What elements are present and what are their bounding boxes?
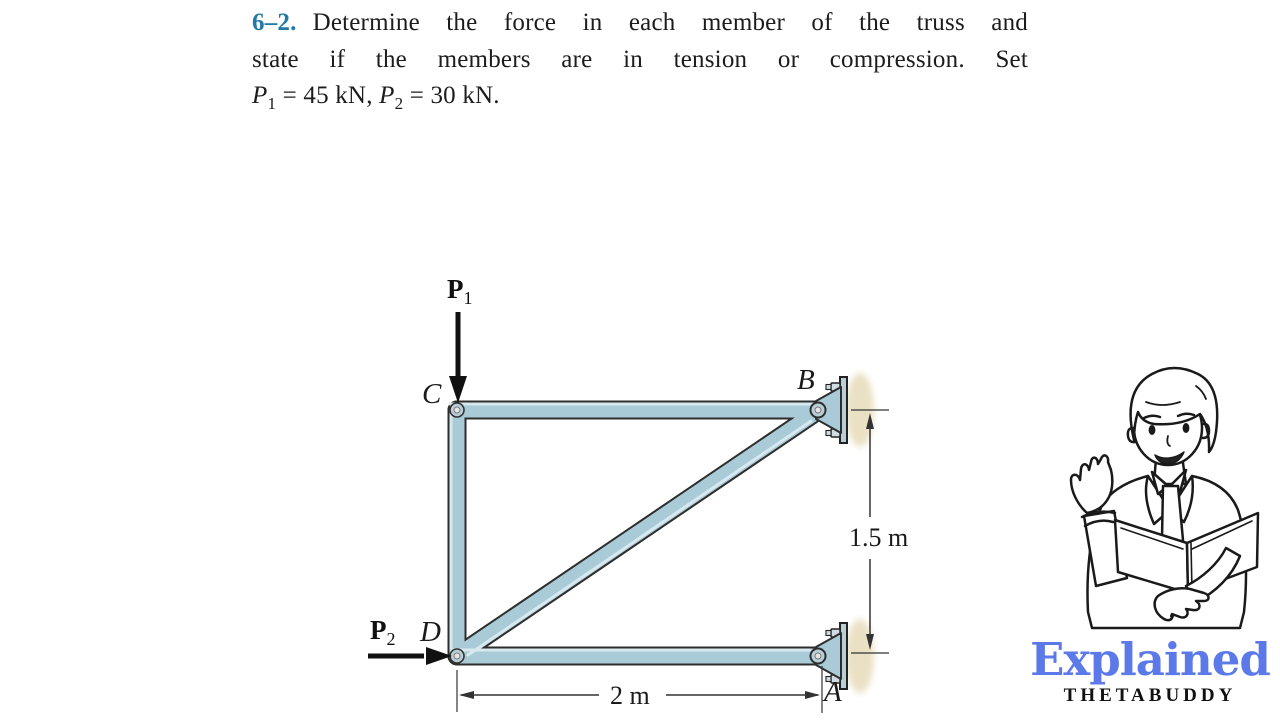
presenter-illustration bbox=[1071, 368, 1258, 628]
brand-block bbox=[1022, 633, 1278, 707]
joint-label-b: B bbox=[797, 364, 815, 396]
wall-support-b bbox=[811, 377, 848, 443]
problem-statement bbox=[252, 5, 1028, 123]
dimension-label-vertical: 1.5 m bbox=[845, 523, 912, 553]
p1-load-symbol: P bbox=[447, 274, 464, 304]
joint-label-c: C bbox=[422, 378, 442, 410]
pin-c bbox=[450, 403, 464, 417]
p2-subscript: 2 bbox=[394, 94, 404, 113]
p2-load-symbol: P bbox=[370, 615, 387, 645]
problem-line-2 bbox=[252, 42, 1028, 79]
problem-line-1 bbox=[252, 5, 1028, 42]
pin-d bbox=[450, 649, 464, 663]
p1-value: = 45 kN, bbox=[276, 82, 380, 109]
joint-label-d: D bbox=[420, 616, 441, 648]
p2-symbol: P bbox=[379, 82, 395, 109]
problem-text-1: Determine the force in each member of the truss and bbox=[312, 9, 1028, 36]
p1-force-arrow bbox=[449, 312, 467, 403]
brand-channel-name: THETABUDDY bbox=[1063, 685, 1237, 706]
truss-members bbox=[450, 404, 818, 656]
p1-subscript: 1 bbox=[267, 94, 277, 113]
p2-value: = 30 kN. bbox=[403, 82, 500, 109]
problem-number: 6–2. bbox=[252, 9, 297, 36]
problem-line-3 bbox=[252, 78, 1028, 123]
brand-logo-text: Explained bbox=[1030, 633, 1270, 686]
p2-load-label bbox=[370, 615, 396, 650]
p2-load-subscript: 2 bbox=[386, 629, 396, 649]
joint-label-a: A bbox=[824, 676, 842, 708]
p1-symbol: P bbox=[252, 82, 268, 109]
problem-text-2: state if the members are in tension or compression. Set bbox=[252, 45, 1028, 73]
p1-load-subscript: 1 bbox=[463, 288, 473, 308]
dimension-label-horizontal: 2 m bbox=[606, 681, 654, 711]
p1-load-label bbox=[447, 274, 473, 309]
